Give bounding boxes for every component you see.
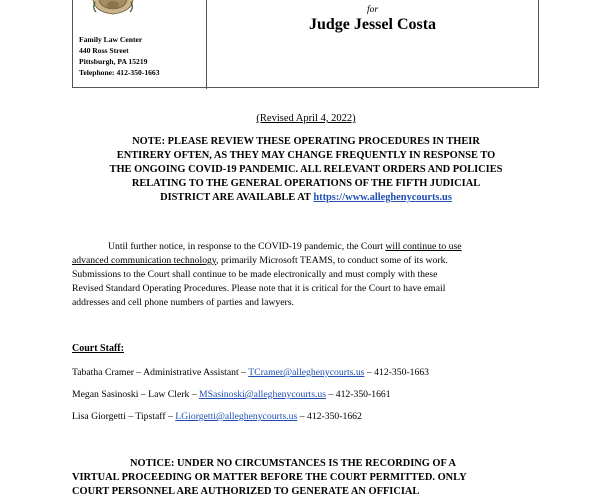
staff-email-link[interactable]: MSasinoski@alleghenycourts.us [199, 389, 327, 400]
paragraph-line: Revised Standard Operating Procedures. Please note that it is critical for the Court to have email [72, 283, 446, 294]
staff-member [72, 411, 362, 422]
staff-email-link[interactable]: LGiorgetti@alleghenycourts.us [175, 411, 298, 422]
address-line: Telephone: 412-350-1663 [79, 68, 160, 77]
address-line: 440 Ross Street [79, 46, 129, 55]
paragraph-line [72, 254, 542, 268]
notice-line [72, 191, 540, 205]
staff-phone: – 412-350-1661 [326, 389, 391, 400]
notice-line: VIRTUAL PROCEEDING OR MATTER BEFORE THE COURT PERMITTED. ONLY [72, 472, 467, 483]
staff-name-role: Megan Sasinoski – Law Clerk – [72, 389, 199, 400]
paragraph-text: Until further notice, in response to the COVID-19 pandemic, the Court [108, 241, 386, 252]
notice-line: ENTIRERY OFTEN, AS THEY MAY CHANGE FREQUENTLY IN RESPONSE TO [116, 150, 496, 161]
staff-member [72, 389, 391, 400]
judge-name: Judge Jessel Costa [308, 16, 437, 33]
court-seal-icon [91, 0, 135, 17]
paragraph-underlined: will continue to use [385, 241, 462, 252]
staff-phone: – 412-350-1662 [297, 411, 362, 422]
courts-website-link[interactable]: https://www.alleghenycourts.us [313, 192, 452, 203]
staff-member [72, 367, 429, 378]
notice-line: COURT PERSONNEL ARE AUTHORIZED TO GENERATE AN OFFICIAL [72, 486, 420, 497]
notice-line: NOTE: PLEASE REVIEW THESE OPERATING PROCEDURES IN THEIR [132, 136, 480, 147]
address-line: Pittsburgh, PA 15219 [79, 57, 148, 66]
paragraph-text: , primarily Microsoft TEAMS, to conduct some of its work. [216, 255, 448, 266]
notice-line: NOTICE: UNDER NO CIRCUMSTANCES IS THE RECORDING OF A [130, 458, 456, 469]
teams-paragraph [72, 240, 542, 310]
revised-date: (Revised April 4, 2022) [256, 113, 356, 124]
court-address [79, 34, 160, 78]
court-staff-heading: Court Staff: [72, 343, 124, 354]
staff-email-link[interactable]: TCramer@alleghenycourts.us [248, 367, 365, 378]
staff-name-role: Tabatha Cramer – Administrative Assistant – [72, 367, 249, 378]
staff-phone: – 412-350-1663 [364, 367, 430, 378]
paragraph-line: Submissions to the Court shall continue to be made electronically and must comply with these [72, 269, 438, 280]
address-line: Family Law Center [79, 35, 143, 44]
paragraph-line: addresses and cell phone numbers of parties and lawyers. [72, 297, 294, 308]
paragraph-line [72, 240, 542, 254]
notice-line-text: DISTRICT ARE AVAILABLE AT [160, 192, 314, 203]
staff-name-role: Lisa Giorgetti – Tipstaff – [72, 411, 176, 422]
paragraph-underlined: advanced communication technology [72, 255, 217, 266]
notice-line: THE ONGOING COVID-19 PANDEMIC. ALL RELEVANT ORDERS AND POLICIES [109, 164, 503, 175]
notice-line: RELATING TO THE GENERAL OPERATIONS OF THE FIFTH JUDICIAL [131, 178, 481, 189]
recording-notice [72, 457, 540, 499]
review-notice [72, 135, 540, 205]
for-label: for [366, 5, 379, 15]
